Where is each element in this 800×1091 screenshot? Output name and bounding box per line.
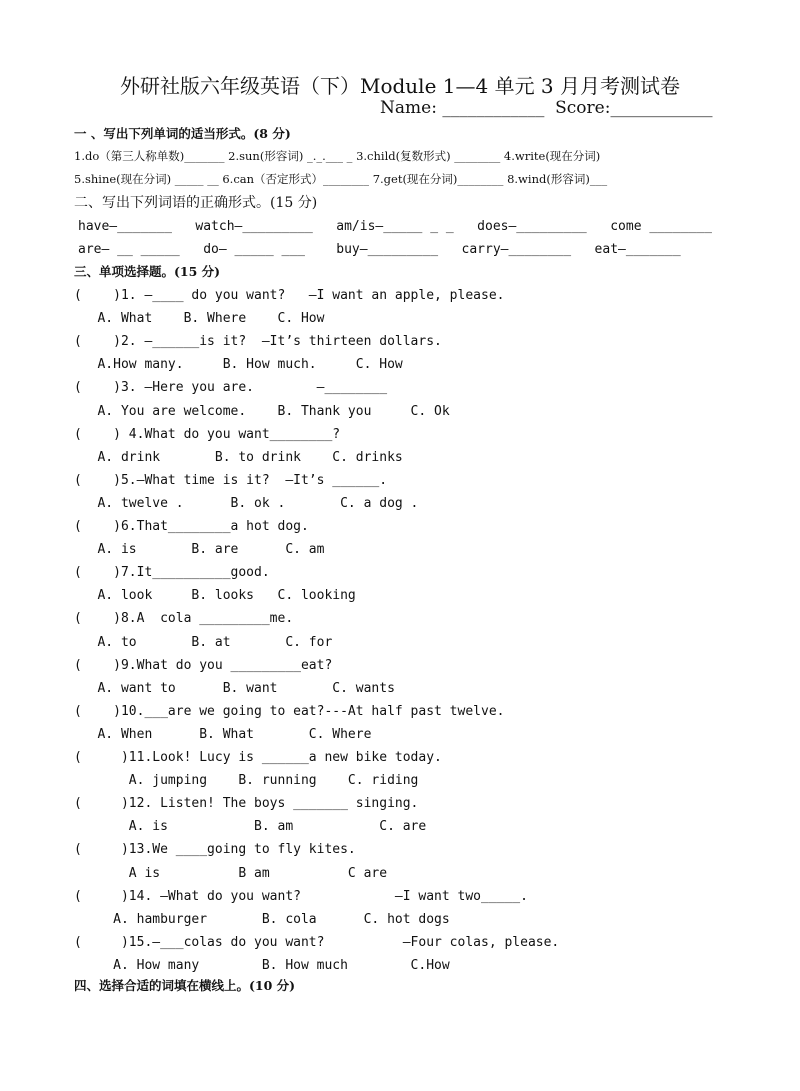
- options-line: A. hamburger B. cola C. hot dogs: [74, 911, 450, 927]
- options-line: A.How many. B. How much. C. How: [74, 357, 403, 373]
- question-line: ( )5.—What time is it? —It’s ______.: [74, 472, 388, 488]
- question-line: ( )7.It__________good.: [74, 565, 270, 581]
- options-line: A. is B. am C. are: [74, 819, 427, 835]
- options-line: A. drink B. to drink C. drinks: [74, 449, 403, 465]
- options-line: A is B am C are: [74, 865, 388, 881]
- question-line: ( )11.Look! Lucy is ______a new bike today.: [74, 750, 442, 765]
- question-line: ( )6.That________a hot dog.: [74, 519, 309, 534]
- question-line: ( )10.___are we going to eat?---At half past twelve.: [74, 703, 505, 719]
- question-line: ( )12. Listen! The boys _______ singing.: [74, 796, 419, 812]
- options-line: A. is B. are C. am: [74, 542, 325, 558]
- question-line: ( )13.We ____going to fly kites.: [74, 842, 356, 858]
- section1-line2: 5.shine(现在分词) _____ __ 6.can（否定形式）________ 7.get(现在分词)________ 8.wind(形容词)___: [74, 172, 608, 186]
- section2-heading: 二、写出下列词语的正确形式。(15 分): [74, 195, 318, 211]
- question-line: ( )3. —Here you are. —________: [74, 380, 388, 396]
- options-line: A. What B. Where C. How: [74, 311, 325, 327]
- section4-heading: 四、选择合适的词填在横线上。(10 分): [74, 978, 296, 993]
- question-line: ( )15.—___colas do you want? —Four colas, please.: [74, 934, 560, 950]
- options-line: A. twelve . B. ok . C. a dog .: [74, 495, 419, 511]
- page-title: 外研社版六年级英语（下）Module 1—4 单元 3 月月考测试卷: [119, 74, 681, 98]
- options-line: A. When B. What C. Where: [74, 726, 372, 742]
- question-line: ( ) 4.What do you want________?: [74, 426, 341, 442]
- section1-line1: 1.do（第三人称单数)_______ 2.sun(形容词) _._.___ _ 3.child(复数形式) ________ 4.write(现在分词): [74, 149, 601, 163]
- question-line: ( )1. —____ do you want? —I want an apple, please.: [74, 288, 505, 303]
- question-line: ( )2. —______is it? —It’s thirteen dollars.: [74, 334, 442, 350]
- options-line: A. jumping B. running C. riding: [74, 773, 419, 789]
- section2-line2: are— __ _____ do— _____ ___ buy—_________ carry—________ eat—_______: [78, 242, 681, 257]
- options-line: A. want to B. want C. wants: [74, 680, 395, 696]
- section2-line1: have—_______ watch—_________ am/is—_____ _ _ does—_________ come ________: [78, 219, 712, 234]
- section1-heading: 一 、写出下列单词的适当形式。(8 分): [74, 126, 291, 141]
- question-line: ( )9.What do you _________eat?: [74, 657, 333, 673]
- options-line: A. look B. looks C. looking: [74, 588, 356, 604]
- options-line: A. You are welcome. B. Thank you C. Ok: [74, 403, 450, 419]
- question-line: ( )8.A cola _________me.: [74, 611, 294, 627]
- options-line: A. to B. at C. for: [74, 634, 333, 650]
- options-line: A. How many B. How much C.How: [74, 957, 450, 973]
- name-score-line: Name: ____________ Score:____________: [380, 98, 713, 118]
- question-line: ( )14. —What do you want? —I want two_____.: [74, 888, 528, 904]
- section3-heading: 三、单项选择题。(15 分): [74, 264, 221, 279]
